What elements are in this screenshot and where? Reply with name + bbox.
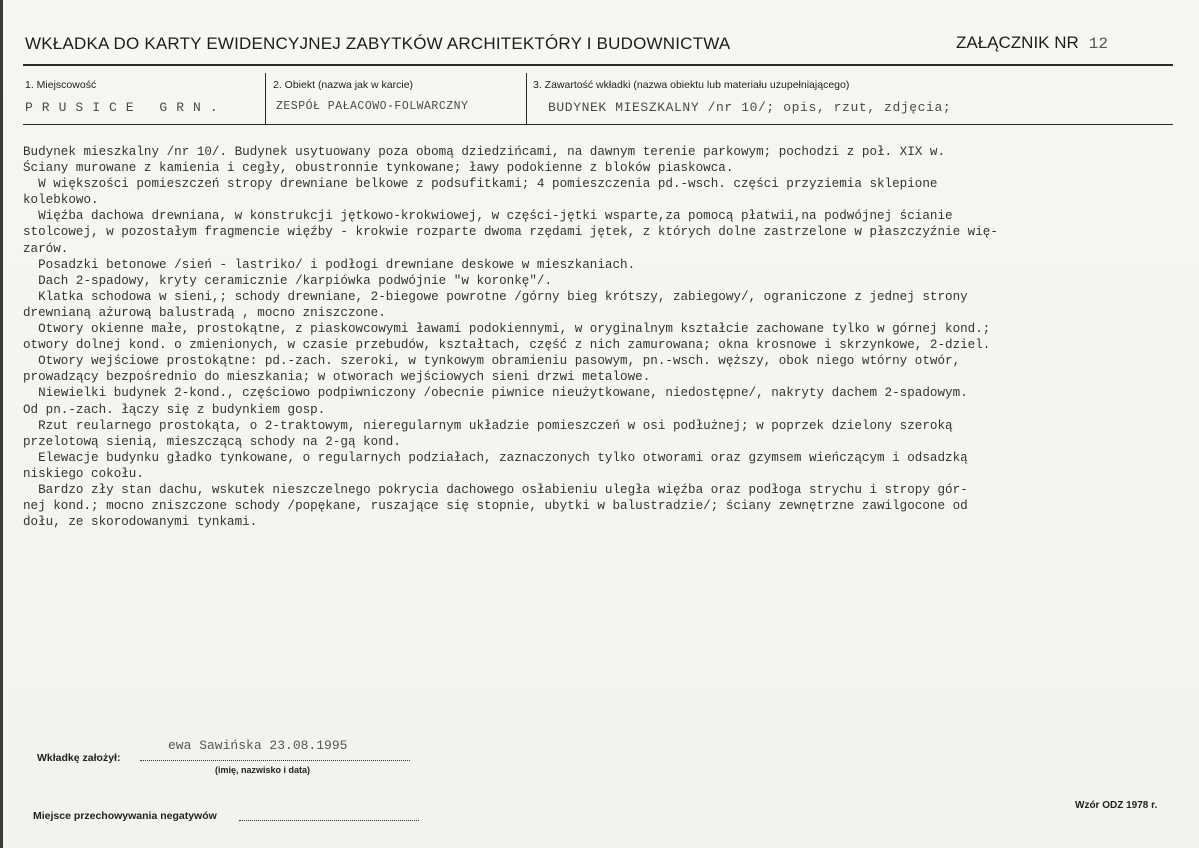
field-contents-value: BUDYNEK MIESZKALNY /nr 10/; opis, rzut, zdjęcia;	[548, 100, 952, 115]
form-model: Wzór ODZ 1978 r.	[1075, 800, 1158, 811]
signature-caption: (imię, nazwisko i data)	[215, 765, 311, 775]
description-line: Ściany murowane z kamienia i cegły, obustronnie tynkowane; ławy podokienne z bloków piaskowca.	[23, 161, 734, 176]
description-line: Od pn.-zach. łączy się z budynkiem gosp.	[23, 402, 326, 417]
description-line: Posadzki betonowe /sień - lastriko/ i podłogi drewniane deskowe w mieszkaniach.	[23, 257, 636, 272]
description-line: dołu, ze skorodowanymi tynkami.	[23, 515, 258, 530]
description-line: Dach 2-spadowy, kryty ceramicznie /karpiówka podwójnie "w koronkę"/.	[23, 273, 553, 288]
description-line: Rzut reularnego prostokąta, o 2-traktowym, nieregularnym układzie pomieszczeń w osi podłużnej; w poprzek dzielony szeroką	[23, 418, 953, 433]
field-location-value: PRUSICE GRN.	[25, 100, 227, 115]
description-line: przelotową sienią, mieszczącą schody na 2-gą kond.	[23, 434, 401, 449]
description-line: Bardzo zły stan dachu, wskutek nieszczelnego pokrycia dachowego osłabieniu uległa więźba oraz podłoga strychu i stropy gór-	[23, 482, 968, 497]
description-line: Budynek mieszkalny /nr 10/. Budynek usytuowany poza obomą dziedzińcami, na dawnym terenie parkowym; pochodzi z poł. XIX w.	[23, 145, 946, 159]
attachment-number	[956, 33, 1108, 53]
description-line: niskiego cokołu.	[23, 466, 144, 481]
field-divider	[526, 73, 527, 125]
top-rule	[23, 64, 1173, 66]
description-line: Otwory okienne małe, prostokątne, z piaskowcowymi ławami podokiennymi, w oryginalnym kształcie zachowane tylko w górnej kond.;	[23, 322, 991, 337]
description-line: stolcowej, w pozostałym fragmencie więźby - krokwie rozparte dwoma rzędami jętek, z których dolne zastrzelone w płaszczyźnie wię-	[23, 225, 998, 240]
description-line: zarów.	[23, 241, 69, 256]
field-object-label: 2. Obiekt (nazwa jak w karcie)	[273, 79, 414, 91]
description-line: W większości pomieszczeń stropy drewniane belkowe z podsufitkami; 4 pomieszczenia pd.-wsch. części przyziemia sklepione	[23, 177, 938, 192]
description-line: nej kond.; mocno zniszczone schody /popękane, ruszające się stopnie, ubytki w balustradzie/; ściany zewnętrzne zawilgocone od	[23, 499, 968, 514]
description-line: otwory dolnej kond. o zmienionych, w czasie przebudów, kształtach, część z nich zamurowana; okna krosnowe i skrzynkowe, 2-dziel.	[23, 338, 991, 353]
form-title: WKŁADKA DO KARTY EWIDENCYJNEJ ZABYTKÓW ARCHITEKTÓRY I BUDOWNICTWA	[25, 34, 731, 53]
attachment-label: ZAŁĄCZNIK NR	[956, 33, 1079, 52]
description-line: Elewacje budynku gładko tynkowane, o regularnych podziałach, zaznaczonych tylko otworami oraz gzymsem wieńczącym i odsadzką	[23, 450, 968, 465]
description-line: Więźba dachowa drewniana, w konstrukcji jętkowo-krokwiowej, w części-jętki wsparte,za pomocą płatwii,na podwójnej ścianie	[23, 209, 953, 224]
attachment-number-value: 12	[1088, 35, 1108, 53]
description-line: Otwory wejściowe prostokątne: pd.-zach. szeroki, w tynkowym obramieniu pasowym, pn.-wsch. węższy, obok niego wtórny otwór,	[23, 354, 961, 369]
description-line: Klatka schodowa w sieni,; schody drewniane, 2-biegowe powrotne /górny bieg krótszy, zabiegowy/, ograniczone z jednej strony	[23, 289, 968, 304]
description-line: prowadzący bezpośrednio do mieszkania; w otworach wejściowych sieni drzwi metalowe.	[23, 370, 651, 385]
field-location-label: 1. Miejscowość	[25, 79, 97, 91]
bottom-rule	[23, 124, 1173, 125]
field-object-value: ZESPÓŁ PAŁACOWO-FOLWARCZNY	[276, 100, 469, 113]
description-line: drewnianą ażurową balustradą , mocno zniszczone.	[23, 305, 386, 320]
field-divider	[265, 73, 266, 125]
signature-value: ewa Sawińska 23.08.1995	[168, 738, 348, 753]
description-text	[23, 144, 1173, 530]
description-line: Niewielki budynek 2-kond., częściowo podpiwniczony /obecnie piwnice nieużytkowane, niedostępne/, nakryty dachem 2-spadowym.	[23, 386, 968, 401]
negatives-line	[239, 820, 419, 821]
signature-label: Wkładkę założył:	[37, 752, 121, 764]
field-contents-label: 3. Zawartość wkładki (nazwa obiektu lub materiału uzupełniającego)	[533, 79, 850, 91]
description-line: kolebkowo.	[23, 193, 99, 208]
negatives-label: Miejsce przechowywania negatywów	[33, 810, 217, 822]
signature-line	[140, 760, 410, 761]
